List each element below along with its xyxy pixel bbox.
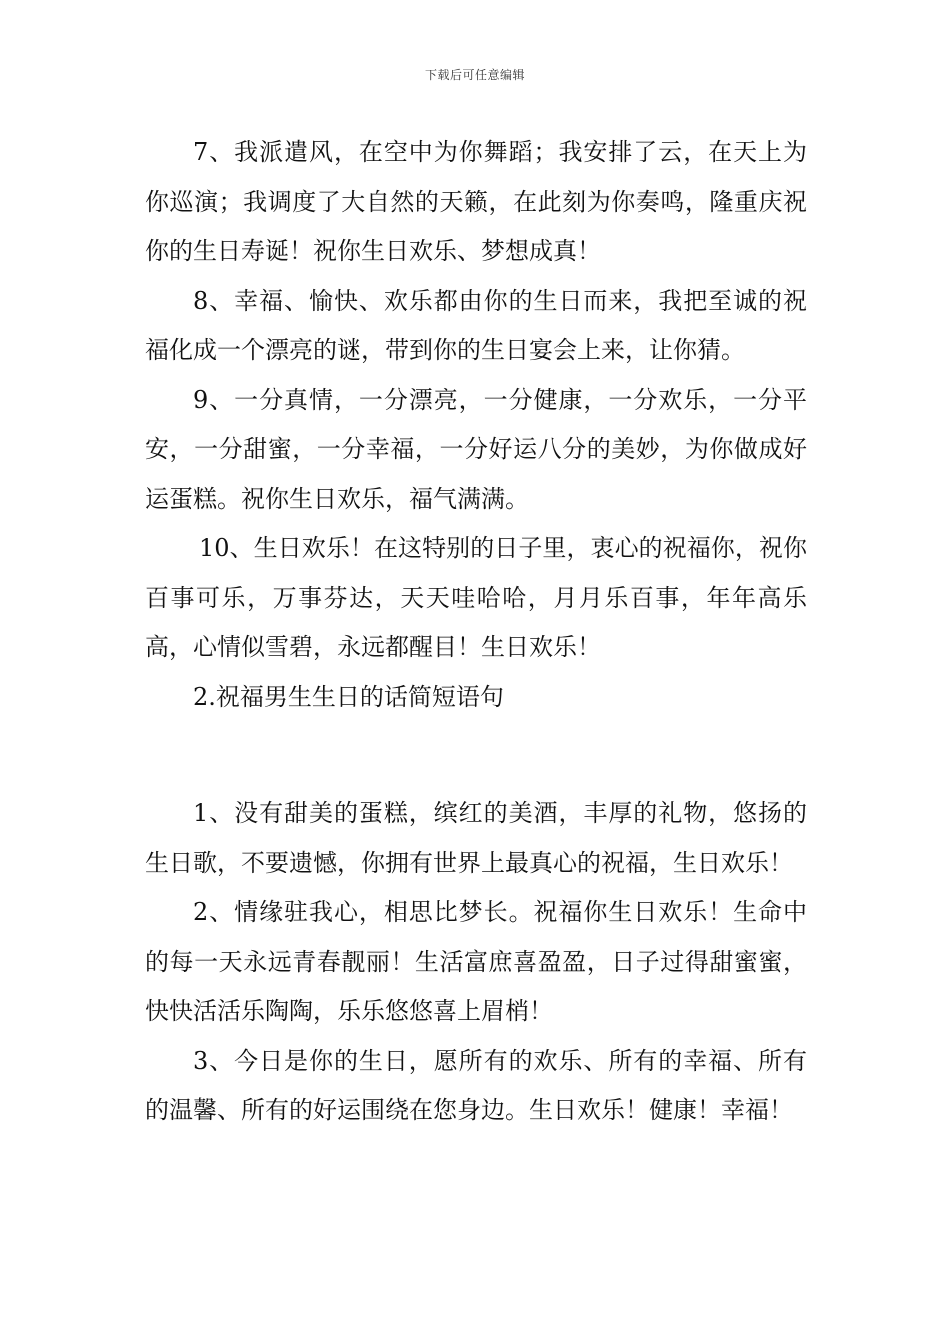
wish-paragraph-8: 8、幸福、愉快、欢乐都由你的生日而来，我把至诚的祝福化成一个漂亮的谜，带到你的生日宴会上来，让你猜。: [145, 286, 807, 364]
section-heading: 2.祝福男生生日的话简短语句: [193, 682, 504, 711]
wish-paragraph-9: 9、一分真情，一分漂亮，一分健康，一分欢乐，一分平安，一分甜蜜，一分幸福，一分好运八分的美妙，为你做成好运蛋糕。祝你生日欢乐，福气满满。: [145, 385, 807, 513]
wish-paragraph-1: 1、没有甜美的蛋糕，缤红的美酒，丰厚的礼物，悠扬的生日歌，不要遗憾，你拥有世界上最真心的祝福，生日欢乐！: [145, 799, 807, 877]
wish-paragraph-7: 7、我派遣风，在空中为你舞蹈；我安排了云，在天上为你巡演；我调度了大自然的天籁，在此刻为你奏鸣，隆重庆祝你的生日寿诞！祝你生日欢乐、梦想成真！: [145, 138, 807, 265]
document-body: [145, 128, 807, 1136]
page-header-note: 下载后可任意编辑: [424, 68, 525, 82]
section-spacer: [145, 722, 807, 789]
wish-paragraph-10: 10、生日欢乐！在这特别的日子里，衷心的祝福你，祝你百事可乐，万事芬达，天天哇哈哈，月月乐百事，年年高乐高，心情似雪碧，永远都醒目！生日欢乐！: [145, 534, 807, 661]
wish-paragraph-2: 2、情缘驻我心，相思比梦长。祝福你生日欢乐！生命中的每一天永远青春靓丽！生活富庶喜盈盈，日子过得甜蜜蜜，快快活活乐陶陶，乐乐悠悠喜上眉梢！: [145, 898, 807, 1025]
wish-paragraph-3: 3、今日是你的生日，愿所有的欢乐、所有的幸福、所有的温馨、所有的好运围绕在您身边。生日欢乐！健康！幸福！: [145, 1046, 807, 1124]
